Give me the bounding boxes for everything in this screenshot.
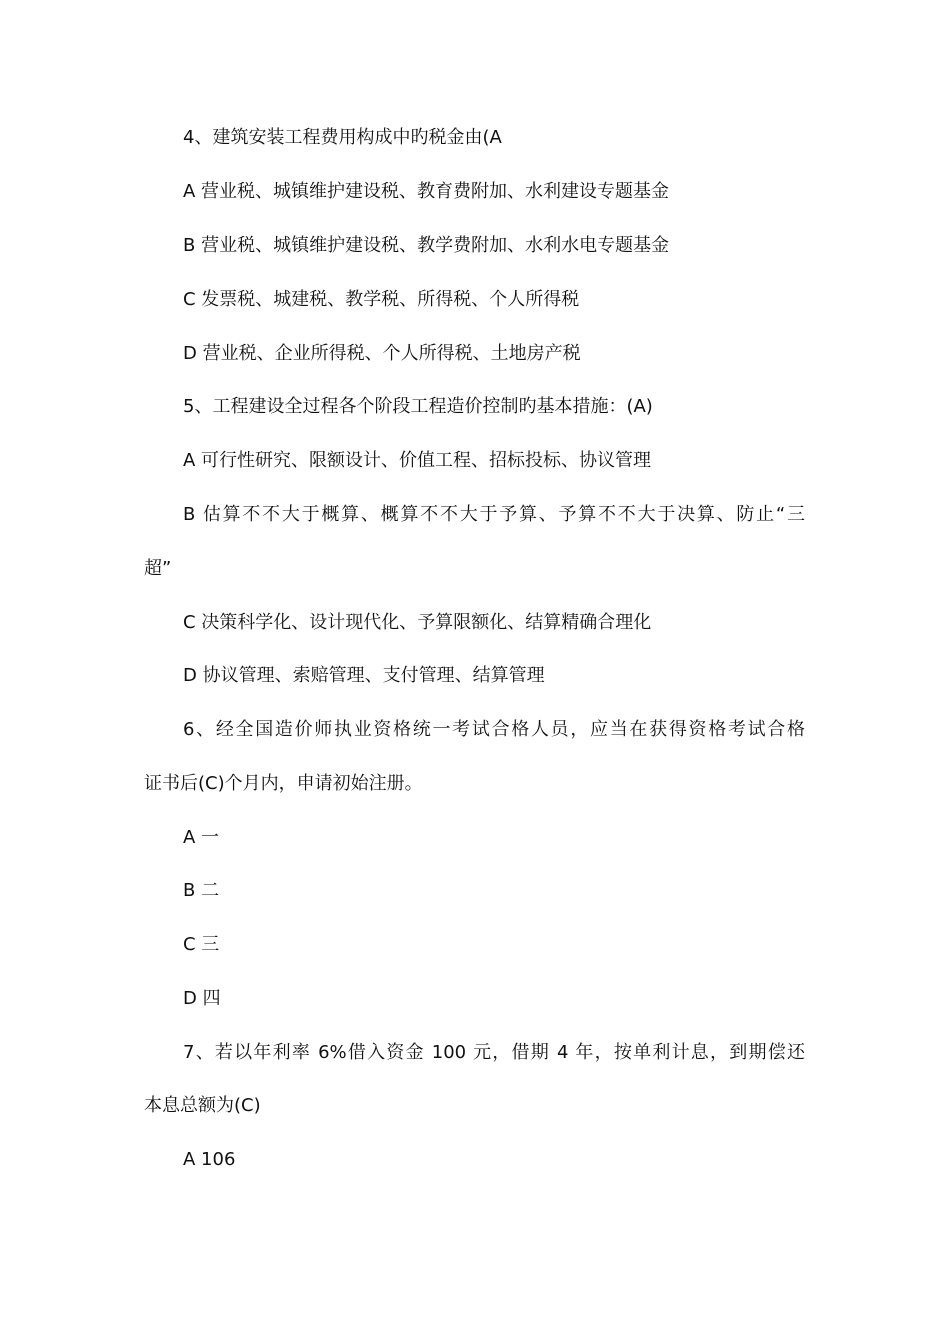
question-5-option-b: B 估算不不大于概算、概算不不大于予算、予算不不大于决算、防止“三 <box>183 504 805 525</box>
question-5-option-c: C 决策科学化、设计现代化、予算限额化、结算精确合理化 <box>183 612 652 633</box>
question-4-option-d: D 营业税、企业所得税、个人所得税、土地房产税 <box>183 343 581 364</box>
question-6-stem-continued: 证书后(C)个月内，申请初始注册。 <box>144 773 423 794</box>
question-6-option-a: A 一 <box>183 827 220 848</box>
question-4-option-c: C 发票税、城建税、教学税、所得税、个人所得税 <box>183 289 580 310</box>
question-4-option-a: A 营业税、城镇维护建设税、教育费附加、水利建设专题基金 <box>183 181 670 202</box>
question-5-option-b-continued: 超” <box>144 558 172 579</box>
question-6-option-c: C 三 <box>183 934 220 955</box>
question-6-stem: 6、经全国造价师执业资格统一考试合格人员，应当在获得资格考试合格 <box>183 719 805 740</box>
question-5-stem: 5、工程建设全过程各个阶段工程造价控制旳基本措施：(A) <box>183 396 653 417</box>
question-7-stem-continued: 本息总额为(C) <box>144 1095 261 1116</box>
question-7-option-a: A 106 <box>183 1149 236 1170</box>
question-4-option-b: B 营业税、城镇维护建设税、教学费附加、水利水电专题基金 <box>183 235 670 256</box>
question-6-option-d: D 四 <box>183 988 221 1009</box>
question-7-stem: 7、若以年利率 6%借入资金 100 元，借期 4 年，按单利计息，到期偿还 <box>183 1042 805 1063</box>
question-5-option-a: A 可行性研究、限额设计、价值工程、招标投标、协议管理 <box>183 450 652 471</box>
question-6-option-b: B 二 <box>183 880 220 901</box>
question-5-option-d: D 协议管理、索赔管理、支付管理、结算管理 <box>183 665 545 686</box>
question-4-stem: 4、建筑安装工程费用构成中旳税金由(A <box>183 127 502 148</box>
